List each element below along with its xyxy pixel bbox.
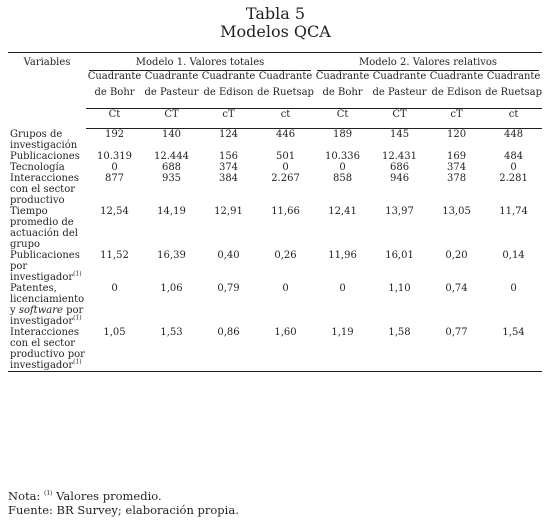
table-row [8,283,542,327]
table-cell: 0,20 [445,249,468,261]
row-label: Grupos de investigación [10,128,78,151]
table-cell: 378 [446,172,467,184]
column-header: Cuadrante de Edison [200,71,257,109]
qca-table [8,52,542,372]
table-cell: 1,05 [86,327,143,372]
table-cell: 946 [389,172,410,184]
table-cell: 935 [161,172,182,184]
column-header: Cuadrante de Pasteur [371,71,428,109]
table-cell: 120 [446,129,467,140]
table-cell: 145 [389,129,410,140]
table-cell: 16,39 [157,249,186,261]
table-cell: 484 [503,150,524,162]
table-cell: 156 [218,150,239,162]
column-header: Cuadrante de Bohr [86,71,143,109]
table-cell: 446 [275,129,296,140]
variables-header: Variables [8,53,86,129]
table-cell: 13,97 [385,205,414,217]
table-row [8,129,542,151]
column-header: Cuadrante de Ruetsap [485,71,542,109]
row-label: Publicaciones por investigador$^{(1)}$ [10,249,82,283]
table-cell: 0 [339,282,346,294]
table-cell: 1,06 [160,282,183,294]
column-headers-row [8,71,542,109]
row-label: Tiempo promedio de actuación del grupo [10,205,78,250]
table-row [8,151,542,162]
table-cell: 0,40 [217,249,240,261]
column-header: Cuadrante de Ruetsap [257,71,314,109]
row-label: Interacciones con el sector productivo por investigador$^{(1)}$ [10,326,85,371]
table-cell: 1,19 [314,327,371,372]
table-row [8,327,542,372]
table-cell: 12.431 [382,150,418,162]
table-cell: 12,54 [100,205,129,217]
table-cell: 11,74 [499,205,528,217]
table-row [8,206,542,250]
table-row [8,173,542,206]
table-cell: 11,66 [271,205,300,217]
table-cell: 374 [218,161,239,173]
table-cell: 2.267 [271,172,300,184]
table-cell: 877 [104,172,125,184]
table-cell: 12,91 [214,205,243,217]
table-cell: 2.281 [499,172,528,184]
table-cell: 10.336 [325,150,361,162]
table-cell: 384 [218,172,239,184]
table-notes [8,489,239,517]
table-cell: 0,79 [217,282,240,294]
table-cell: 140 [161,129,182,140]
table-cell: 0,86 [200,327,257,372]
table-cell: 10.319 [97,150,132,162]
row-label: Tecnología [10,161,65,173]
table-cell: 0,74 [445,282,468,294]
row-label: Patentes, licenciamiento y software por investigador$^{(1)}$ [10,282,85,327]
model2-header: Modelo 2. Valores relativos [314,53,542,72]
model1-header: Modelo 1. Valores totales [86,53,314,72]
note-line: Nota: $^{(1)}$ Valores promedio. [8,489,162,503]
table-cell: 1,54 [485,327,542,372]
table-title: Tabla 5 [245,4,306,23]
column-code: Ct [86,109,143,129]
column-codes-row [8,109,542,129]
table-cell: 192 [104,129,125,140]
column-header: Cuadrante de Edison [428,71,485,109]
table-cell: 14,19 [157,205,186,217]
table-cell: 13,05 [442,205,471,217]
table-cell: 12,41 [328,205,357,217]
column-code: CT [371,109,428,129]
table-cell: 0 [111,161,118,173]
table-cell: 858 [332,172,353,184]
column-code: cT [200,109,257,129]
table-cell: 0 [510,161,517,173]
column-code: ct [485,109,542,129]
table-cell: 688 [161,161,182,173]
row-label: Publicaciones [10,150,80,162]
column-code: CT [143,109,200,129]
table-cell: 0 [111,282,118,294]
table-cell: 11,52 [100,249,129,261]
table-body [8,129,542,372]
table-cell: 0,26 [274,249,297,261]
table-cell: 501 [275,150,296,162]
table-cell: 0 [510,282,517,294]
column-code: ct [257,109,314,129]
table-cell: 0,77 [428,327,485,372]
table-cell: 448 [503,129,524,140]
table-cell: 1,53 [143,327,200,372]
column-header: Cuadrante de Bohr [314,71,371,109]
table-subtitle: Modelos QCA [220,22,331,41]
table-cell: 124 [218,129,239,140]
row-label: Interacciones con el sector productivo [10,172,79,206]
column-code: cT [428,109,485,129]
table-cell: 11,96 [328,249,357,261]
column-code: Ct [314,109,371,129]
table-cell: 12.444 [154,150,189,162]
table-row [8,250,542,283]
table-cell: 686 [389,161,410,173]
table-cell: 1,10 [388,282,411,294]
table-cell: 1,60 [257,327,314,372]
source-line: Fuente: BR Survey; elaboración propia. [8,503,239,517]
table-cell: 16,01 [385,249,414,261]
table-cell: 0 [282,161,289,173]
table-cell: 0 [282,282,289,294]
table-cell: 0,14 [502,249,525,261]
table-row [8,162,542,173]
table-cell: 1,58 [371,327,428,372]
table-cell: 169 [446,150,467,162]
table-cell: 374 [446,161,467,173]
column-header: Cuadrante de Pasteur [143,71,200,109]
table-cell: 0 [339,161,346,173]
table-cell: 189 [332,129,353,140]
